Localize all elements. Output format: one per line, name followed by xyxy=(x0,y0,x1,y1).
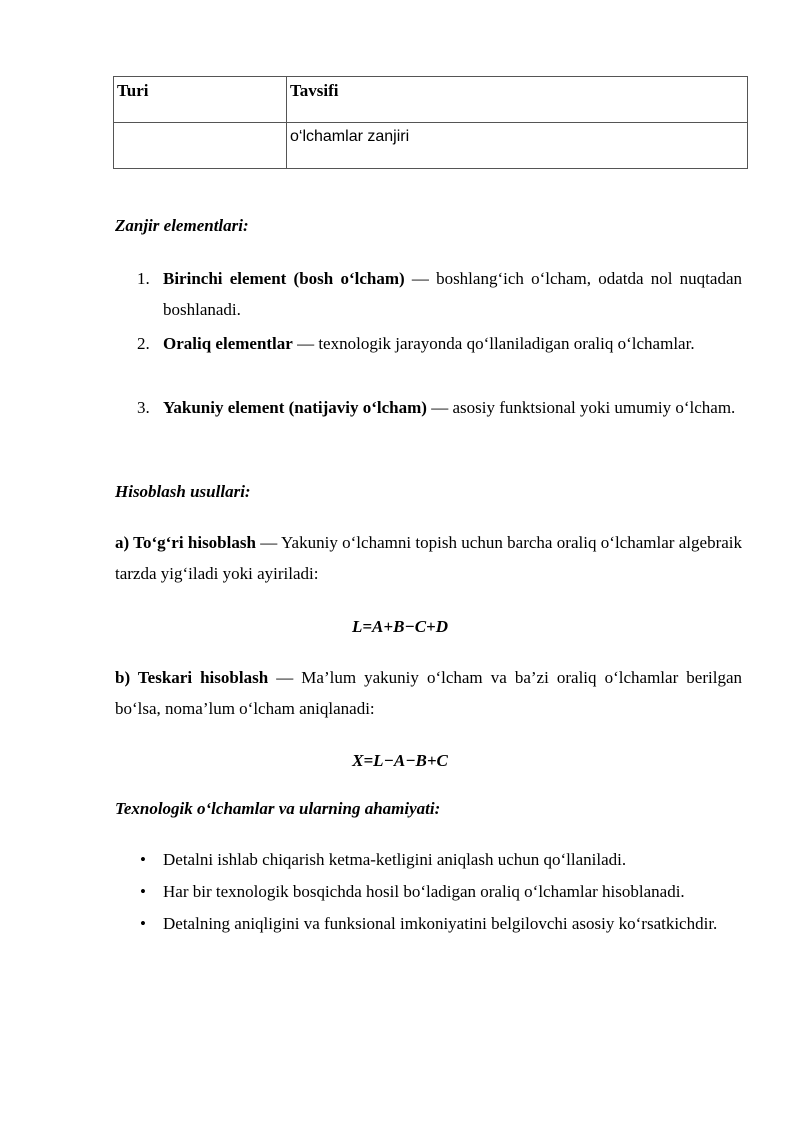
list-item-text xyxy=(163,328,742,359)
list-number: 2. xyxy=(137,334,150,353)
paragraph-bold: b) Teskari hisoblash xyxy=(115,668,269,687)
paragraph-bold: a) To‘g‘ri hisoblash xyxy=(115,533,256,552)
list-item-bold: Oraliq elementlar xyxy=(163,334,293,353)
bullet-icon: • xyxy=(140,914,146,933)
types-table xyxy=(113,76,748,169)
bullet-item xyxy=(140,876,742,907)
bullet-item xyxy=(140,844,742,875)
paragraph-text: — Yakuniy o‘lchamni topish uchun barcha oraliq o‘lchamlar algebraik tarzda yig‘iladi yoki ayiriladi: xyxy=(115,533,742,583)
section-heading-tech-dimensions: Texnologik o‘lchamlar va ularning ahamiyati: xyxy=(115,799,441,818)
bullet-text: Detalning aniqligini va funksional imkoniyatini belgilovchi asosiy ko‘rsatkichdir. xyxy=(163,914,718,933)
list-number: 1. xyxy=(137,269,150,288)
formula-direct: L=A+B−C+D xyxy=(351,617,449,636)
list-item xyxy=(137,392,742,423)
list-number: 3. xyxy=(137,398,150,417)
table-row xyxy=(114,123,748,169)
paragraph-text: — Ma’lum yakuniy o‘lcham va ba’zi oraliq o‘lchamlar berilgan bo‘lsa, noma’lum o‘lcham aniqlanadi: xyxy=(115,668,742,718)
paragraph-direct-calc xyxy=(115,527,742,589)
list-item-desc: — texnologik jarayonda qo‘llaniladigan oraliq o‘lchamlar. xyxy=(292,334,695,353)
list-item xyxy=(137,263,742,325)
bullet-icon: • xyxy=(140,882,146,901)
table-header-cell: Turi xyxy=(114,77,287,123)
list-item-bold: Birinchi element (bosh o‘lcham) xyxy=(163,269,405,288)
table-header-row xyxy=(114,77,748,123)
bullet-text: Detalni ishlab chiqarish ketma-ketligini aniqlash uchun qo‘llaniladi. xyxy=(163,850,627,869)
section-heading-chain-elements: Zanjir elementlari: xyxy=(115,216,249,235)
bullet-item xyxy=(140,908,742,939)
bullet-icon: • xyxy=(140,850,146,869)
formula-inverse: X=L−A−B+C xyxy=(352,751,448,770)
list-item-text xyxy=(163,263,742,325)
bullet-text: Har bir texnologik bosqichda hosil bo‘ladigan oraliq o‘lchamlar hisoblanadi. xyxy=(163,882,685,901)
list-item-bold: Yakuniy element (natijaviy o‘lcham) xyxy=(163,398,427,417)
list-item xyxy=(137,328,742,359)
list-item-desc: — asosiy funktsional yoki umumiy o‘lcham. xyxy=(426,398,736,417)
table-cell xyxy=(114,123,287,169)
table-cell: o‘lchamlar zanjiri xyxy=(287,123,748,169)
list-item-desc: — boshlang‘ich o‘lcham, odatda nol nuqtadan boshlanadi. xyxy=(163,269,742,319)
table-header-cell: Tavsifi xyxy=(287,77,748,123)
list-item-text xyxy=(163,392,742,423)
section-heading-calc-methods: Hisoblash usullari: xyxy=(115,482,251,501)
paragraph-inverse-calc xyxy=(115,662,742,724)
